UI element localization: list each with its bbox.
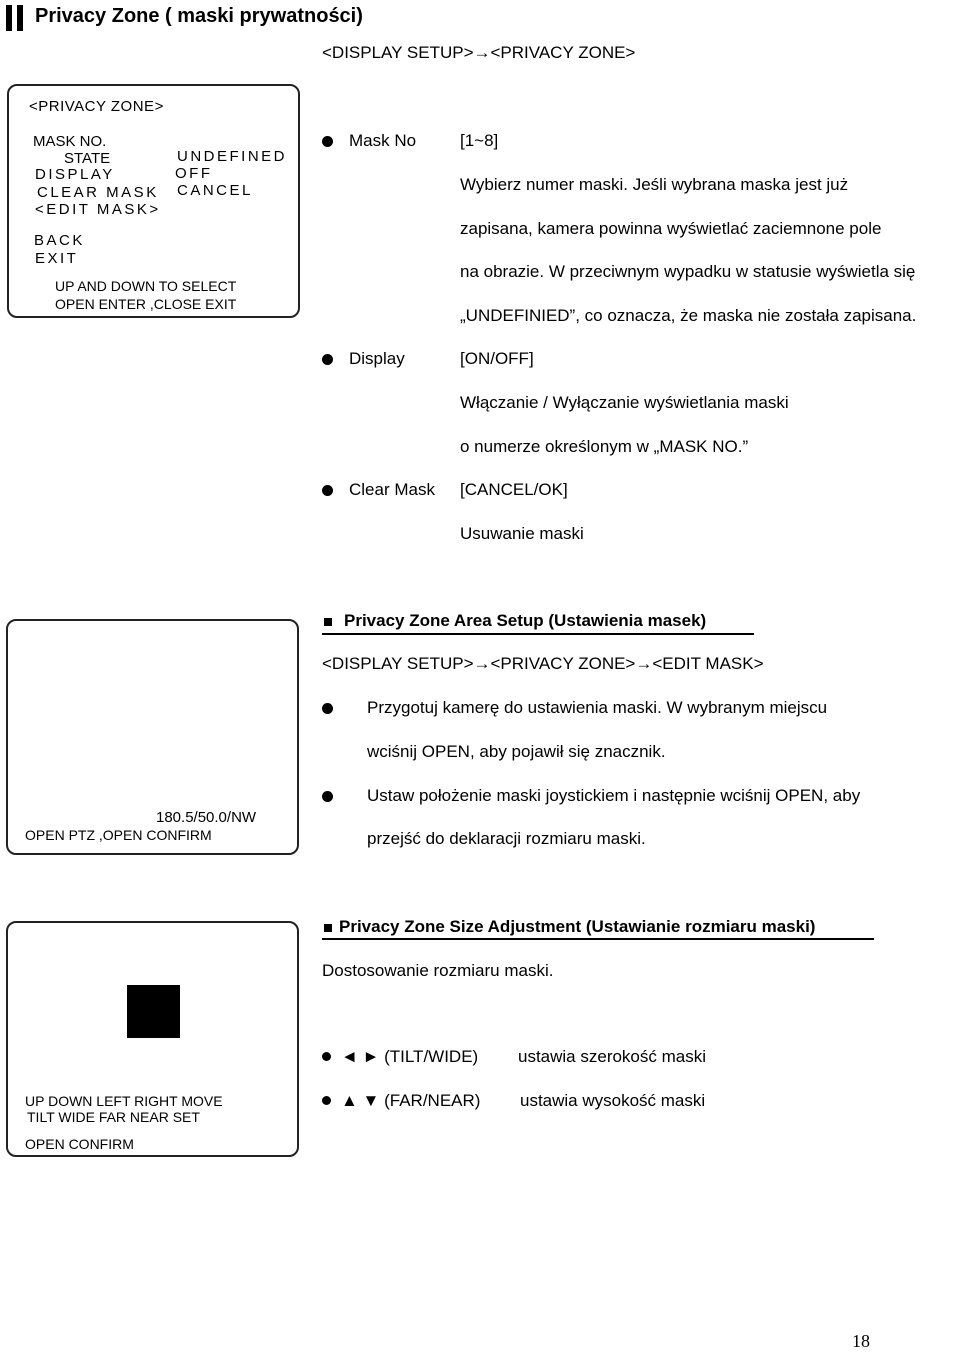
width-desc: ustawia szerokość maski (518, 1047, 707, 1066)
width-keys: ◄ ► (TILT/WIDE) (341, 1047, 479, 1066)
display-desc-2: o numerze określonym w „MASK NO.” (460, 437, 749, 456)
clear-mask-range: [CANCEL/OK] (460, 480, 568, 499)
header-bar-icon-2 (17, 5, 23, 31)
area-setup-heading: Privacy Zone Area Setup (Ustawienia masek) (344, 611, 707, 630)
page-number: 18 (852, 1331, 870, 1351)
bullet-icon (322, 1052, 331, 1061)
osd-state: STATE (64, 150, 111, 167)
osd-size-hint-2: TILT WIDE FAR NEAR SET (27, 1109, 200, 1125)
mask-preview (127, 985, 180, 1038)
osd-hint-1: UP AND DOWN TO SELECT (55, 278, 237, 294)
area-setup-line-2: wciśnij OPEN, aby pojawił się znacznik. (367, 742, 666, 761)
size-adjust-desc: Dostosowanie rozmiaru maski. (322, 961, 554, 980)
osd-back: BACK (34, 232, 85, 249)
mask-no-desc-3: na obrazie. W przeciwnym wypadku w statusie wyświetla się (460, 262, 916, 281)
osd-mask-no: MASK NO. (33, 133, 107, 150)
area-setup-line-1: Przygotuj kamerę do ustawienia maski. W wybranym miejscu (367, 698, 828, 717)
osd-state-value: UNDEFINED (177, 148, 288, 165)
area-setup-line-3: Ustaw położenie maski joystickiem i następnie wciśnij OPEN, aby (367, 786, 861, 805)
osd-display-value: OFF (175, 165, 213, 182)
bullet-icon (322, 791, 333, 802)
osd-confirm-hint: OPEN PTZ ,OPEN CONFIRM (25, 827, 212, 843)
osd-privacy-zone-menu (7, 84, 300, 318)
osd-display: DISPLAY (35, 166, 115, 183)
osd-exit: EXIT (35, 250, 79, 267)
clear-mask-desc-1: Usuwanie maski (460, 524, 584, 543)
bullet-icon (322, 136, 333, 147)
osd-size-hint-3: OPEN CONFIRM (25, 1136, 134, 1152)
osd-coordinates: 180.5/50.0/NW (156, 809, 257, 826)
mask-no-range: [1~8] (460, 131, 499, 150)
mask-no-desc-2: zapisana, kamera powinna wyświetlać zaciemnone pole (460, 219, 882, 238)
header-bar-icon (6, 5, 12, 31)
osd-hint-2: OPEN ENTER ,CLOSE EXIT (55, 296, 237, 312)
osd-edit-mask: <EDIT MASK> (35, 201, 161, 218)
osd-title: <PRIVACY ZONE> (29, 98, 164, 115)
area-setup-line-4: przejść do deklaracji rozmiaru maski. (367, 829, 646, 848)
mask-no-desc-1: Wybierz numer maski. Jeśli wybrana maska jest już (460, 175, 849, 194)
square-bullet-icon (324, 618, 332, 626)
display-label: Display (349, 349, 405, 368)
square-bullet-icon (324, 924, 332, 932)
osd-clear-value: CANCEL (177, 182, 253, 199)
height-keys: ▲ ▼ (FAR/NEAR) (341, 1091, 481, 1110)
height-desc: ustawia wysokość maski (520, 1091, 706, 1110)
size-adjust-heading: Privacy Zone Size Adjustment (Ustawianie rozmiaru maski) (339, 917, 816, 936)
heading-underline (322, 633, 754, 635)
display-range: [ON/OFF] (460, 349, 534, 368)
bullet-icon (322, 1096, 331, 1105)
page-title: Privacy Zone ( maski prywatności) (35, 5, 363, 27)
osd-clear-mask: CLEAR MASK (37, 184, 159, 201)
area-setup-breadcrumb: <DISPLAY SETUP>→<PRIVACY ZONE>→<EDIT MASK> (322, 654, 764, 673)
mask-no-desc-4: „UNDEFINIED”, co oznacza, że maska nie została zapisana. (460, 306, 917, 325)
heading-underline (322, 938, 874, 940)
bullet-icon (322, 485, 333, 496)
clear-mask-label: Clear Mask (349, 480, 435, 499)
osd-size-hint-1: UP DOWN LEFT RIGHT MOVE (25, 1093, 223, 1109)
breadcrumb: <DISPLAY SETUP>→<PRIVACY ZONE> (322, 43, 636, 62)
osd-area-setup (6, 619, 299, 855)
osd-size-adjust (6, 921, 299, 1157)
display-desc-1: Włączanie / Wyłączanie wyświetlania maski (460, 393, 789, 412)
bullet-icon (322, 354, 333, 365)
bullet-icon (322, 703, 333, 714)
mask-no-label: Mask No (349, 131, 417, 150)
